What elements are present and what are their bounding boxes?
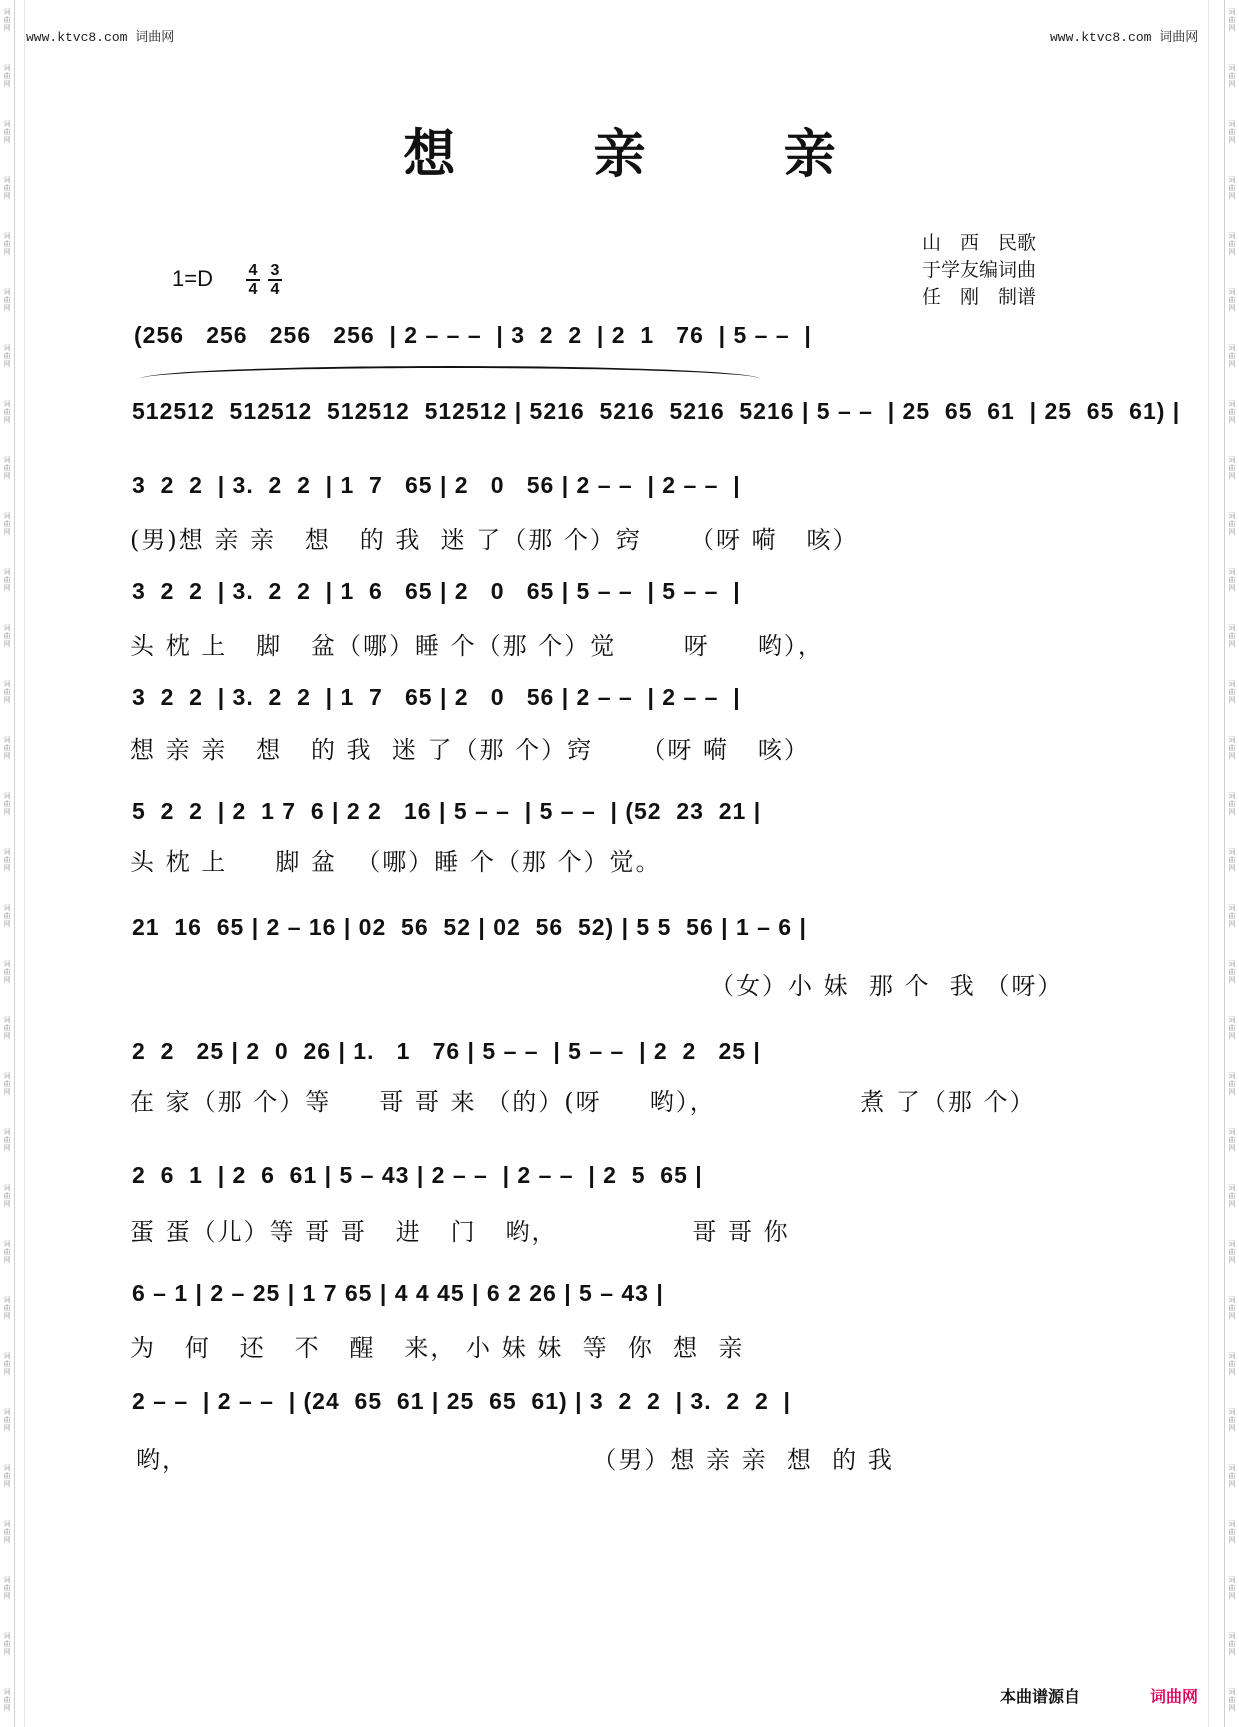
score-row-lyrics: （女）小 妹 那 个 我 （呀） (710, 972, 1064, 1000)
side-watermark-mark: 词 曲 网 (1228, 400, 1236, 424)
side-watermark-mark: 词 曲 网 (3, 232, 11, 256)
side-watermark-mark: 词 曲 网 (1228, 1520, 1236, 1544)
score-row-notes: 2 2 25 | 2 0 26 | 1. 1 76 | 5 – – | 5 – – | 2 2 25 | (132, 1038, 761, 1064)
side-watermark-mark: 词 曲 网 (3, 1128, 11, 1152)
side-watermark-mark: 词 曲 网 (1228, 120, 1236, 144)
side-watermark-mark: 词 曲 网 (3, 400, 11, 424)
time-sig-top: 4 (248, 262, 258, 279)
side-watermark-mark: 词 曲 网 (1228, 680, 1236, 704)
side-watermark-mark: 词 曲 网 (3, 1240, 11, 1264)
side-watermark-mark: 词 曲 网 (1228, 344, 1236, 368)
credit-composer: 于学友编词曲 (922, 259, 1037, 281)
side-watermark-mark: 词 曲 网 (3, 1576, 11, 1600)
side-watermark-mark: 词 曲 网 (1228, 792, 1236, 816)
side-watermark-mark: 词 曲 网 (1228, 8, 1236, 32)
side-watermark-mark: 词 曲 网 (1228, 1016, 1236, 1040)
score-row-lyrics: 为 何 还 不 醒 来， 小 妹 妹 等 你 想 亲 (130, 1334, 745, 1362)
side-watermark-mark: 词 曲 网 (3, 1408, 11, 1432)
score-row-notes: 5 2 2 | 2 1 7 6 | 2 2 16 | 5 – – | 5 – – | (52 23 21 | (132, 798, 762, 824)
score-row-lyrics: 蛋 蛋（儿）等 哥 哥 进 门 哟， 哥 哥 你 (130, 1218, 790, 1246)
side-watermark-mark: 词 曲 网 (3, 1296, 11, 1320)
side-watermark-mark: 词 曲 网 (1228, 1632, 1236, 1656)
side-watermark-mark: 词 曲 网 (1228, 1128, 1236, 1152)
side-watermark-mark: 词 曲 网 (3, 8, 11, 32)
side-watermark-mark: 词 曲 网 (1228, 232, 1236, 256)
credits (922, 230, 1036, 311)
side-watermark-mark: 词 曲 网 (3, 64, 11, 88)
side-watermark-mark: 词 曲 网 (1228, 1240, 1236, 1264)
key-signature: 1=D (172, 266, 213, 291)
score-row-notes: 3 2 2 | 3. 2 2 | 1 6 65 | 2 0 65 | 5 – – | 5 – – | (132, 578, 741, 604)
side-watermark-mark: 词 曲 网 (3, 176, 11, 200)
score-row-notes: 2 6 1 | 2 6 61 | 5 – 43 | 2 – – | 2 – – | 2 5 65 | (132, 1162, 703, 1188)
side-watermark-mark: 词 曲 网 (1228, 176, 1236, 200)
side-watermark-mark: 词 曲 网 (1228, 1576, 1236, 1600)
slur-arc (140, 366, 760, 392)
side-watermark-mark: 词 曲 网 (1228, 1184, 1236, 1208)
score-row-lyrics: 想 亲 亲 想 的 我 迷 了（那 个）窍 （呀 嗬 咳） (130, 736, 810, 764)
side-watermark-mark: 词 曲 网 (3, 624, 11, 648)
side-watermark-mark: 词 曲 网 (1228, 904, 1236, 928)
score-row-notes: 2 – – | 2 – – | (24 65 61 | 25 65 61) | 3 2 2 | 3. 2 2 | (132, 1388, 791, 1414)
score-row-lyrics: 头 枕 上 脚 盆（哪）睡 个（那 个）觉 呀 哟）， (130, 632, 824, 660)
credit-transcriber: 任 刚 制谱 (922, 286, 1037, 308)
side-watermark-mark: 词 曲 网 (1228, 848, 1236, 872)
score-row-lyrics: 在 家（那 个）等 哥 哥 来 （的）(呀 哟）， 煮 了（那 个） (130, 1088, 1036, 1116)
side-watermark-mark: 词 曲 网 (1228, 1352, 1236, 1376)
side-watermark-mark: 词 曲 网 (3, 1632, 11, 1656)
side-watermark-mark: 词 曲 网 (1228, 1072, 1236, 1096)
side-watermark-mark: 词 曲 网 (1228, 1464, 1236, 1488)
side-watermark-mark: 词 曲 网 (1228, 512, 1236, 536)
score-row-lyrics: (男)想 亲 亲 想 的 我 迷 了（那 个）窍 （呀 嗬 咳） (130, 526, 859, 554)
side-watermark-mark: 词 曲 网 (3, 1688, 11, 1712)
side-watermark-mark: 词 曲 网 (3, 848, 11, 872)
side-watermark-mark: 词 曲 网 (3, 736, 11, 760)
side-watermark-mark: 词 曲 网 (1228, 64, 1236, 88)
credit-origin: 山 西 民歌 (922, 232, 1037, 254)
time-sig-top: 3 (270, 262, 280, 279)
side-watermark-mark: 词 曲 网 (3, 456, 11, 480)
side-watermark-mark: 词 曲 网 (3, 568, 11, 592)
score-row-notes: 512512 512512 512512 512512 | 5216 5216 5216 5216 | 5 – – | 25 65 61 | 25 65 61) | (132, 398, 1181, 424)
side-watermark-mark: 词 曲 网 (1228, 1408, 1236, 1432)
score-row-notes: 3 2 2 | 3. 2 2 | 1 7 65 | 2 0 56 | 2 – – | 2 – – | (132, 684, 741, 710)
side-watermark-mark: 词 曲 网 (3, 1184, 11, 1208)
score-row-lyrics: 哟， （男）想 亲 亲 想 的 我 (136, 1446, 894, 1474)
side-watermark-mark: 词 曲 网 (1228, 1688, 1236, 1712)
side-watermark-mark: 词 曲 网 (3, 792, 11, 816)
side-watermark-mark: 词 曲 网 (3, 512, 11, 536)
score-row-notes: 6 – 1 | 2 – 25 | 1 7 65 | 4 4 45 | 6 2 26 | 5 – 43 | (132, 1280, 664, 1306)
side-watermark-mark: 词 曲 网 (3, 680, 11, 704)
side-watermark-mark: 词 曲 网 (3, 288, 11, 312)
side-watermark-mark: 词 曲 网 (3, 344, 11, 368)
score-row-notes: (256 256 256 256 | 2 – – – | 3 2 2 | 2 1 76 | 5 – – | (134, 322, 812, 348)
side-watermark-mark: 词 曲 网 (3, 1464, 11, 1488)
time-sig-bottom: 4 (268, 279, 282, 298)
side-watermark-mark: 词 曲 网 (3, 1352, 11, 1376)
side-watermark-mark: 词 曲 网 (3, 904, 11, 928)
side-watermark-mark: 词 曲 网 (1228, 456, 1236, 480)
side-watermark-mark: 词 曲 网 (3, 960, 11, 984)
time-signature-4-4 (246, 262, 260, 298)
score-row-lyrics: 头 枕 上 脚 盆 （哪）睡 个（那 个）觉。 (130, 848, 662, 876)
side-watermark-mark: 词 曲 网 (3, 1016, 11, 1040)
site-header-left: www.ktvc8.com 词曲网 (26, 30, 175, 45)
site-header-right: www.ktvc8.com 词曲网 (1050, 30, 1199, 45)
footer-source-label: 本曲谱源自 (1000, 1687, 1081, 1706)
footer-source-brand: 词曲网 (1150, 1687, 1199, 1706)
song-title: 想 亲 亲 (403, 124, 896, 185)
time-signature-3-4 (268, 262, 282, 298)
side-watermark-mark: 词 曲 网 (1228, 288, 1236, 312)
left-watermark-strip (0, 0, 15, 1727)
side-watermark-mark: 词 曲 网 (3, 1072, 11, 1096)
side-watermark-mark: 词 曲 网 (1228, 624, 1236, 648)
side-watermark-mark: 词 曲 网 (1228, 960, 1236, 984)
score-row-notes: 21 16 65 | 2 – 16 | 02 56 52 | 02 56 52) | 5 5 56 | 1 – 6 | (132, 914, 807, 940)
time-sig-bottom: 4 (246, 279, 260, 298)
score-row-notes: 3 2 2 | 3. 2 2 | 1 7 65 | 2 0 56 | 2 – – | 2 – – | (132, 472, 741, 498)
side-watermark-mark: 词 曲 网 (3, 120, 11, 144)
side-watermark-mark: 词 曲 网 (1228, 736, 1236, 760)
side-watermark-mark: 词 曲 网 (3, 1520, 11, 1544)
right-watermark-strip (1224, 0, 1239, 1727)
side-watermark-mark: 词 曲 网 (1228, 1296, 1236, 1320)
side-watermark-mark: 词 曲 网 (1228, 568, 1236, 592)
